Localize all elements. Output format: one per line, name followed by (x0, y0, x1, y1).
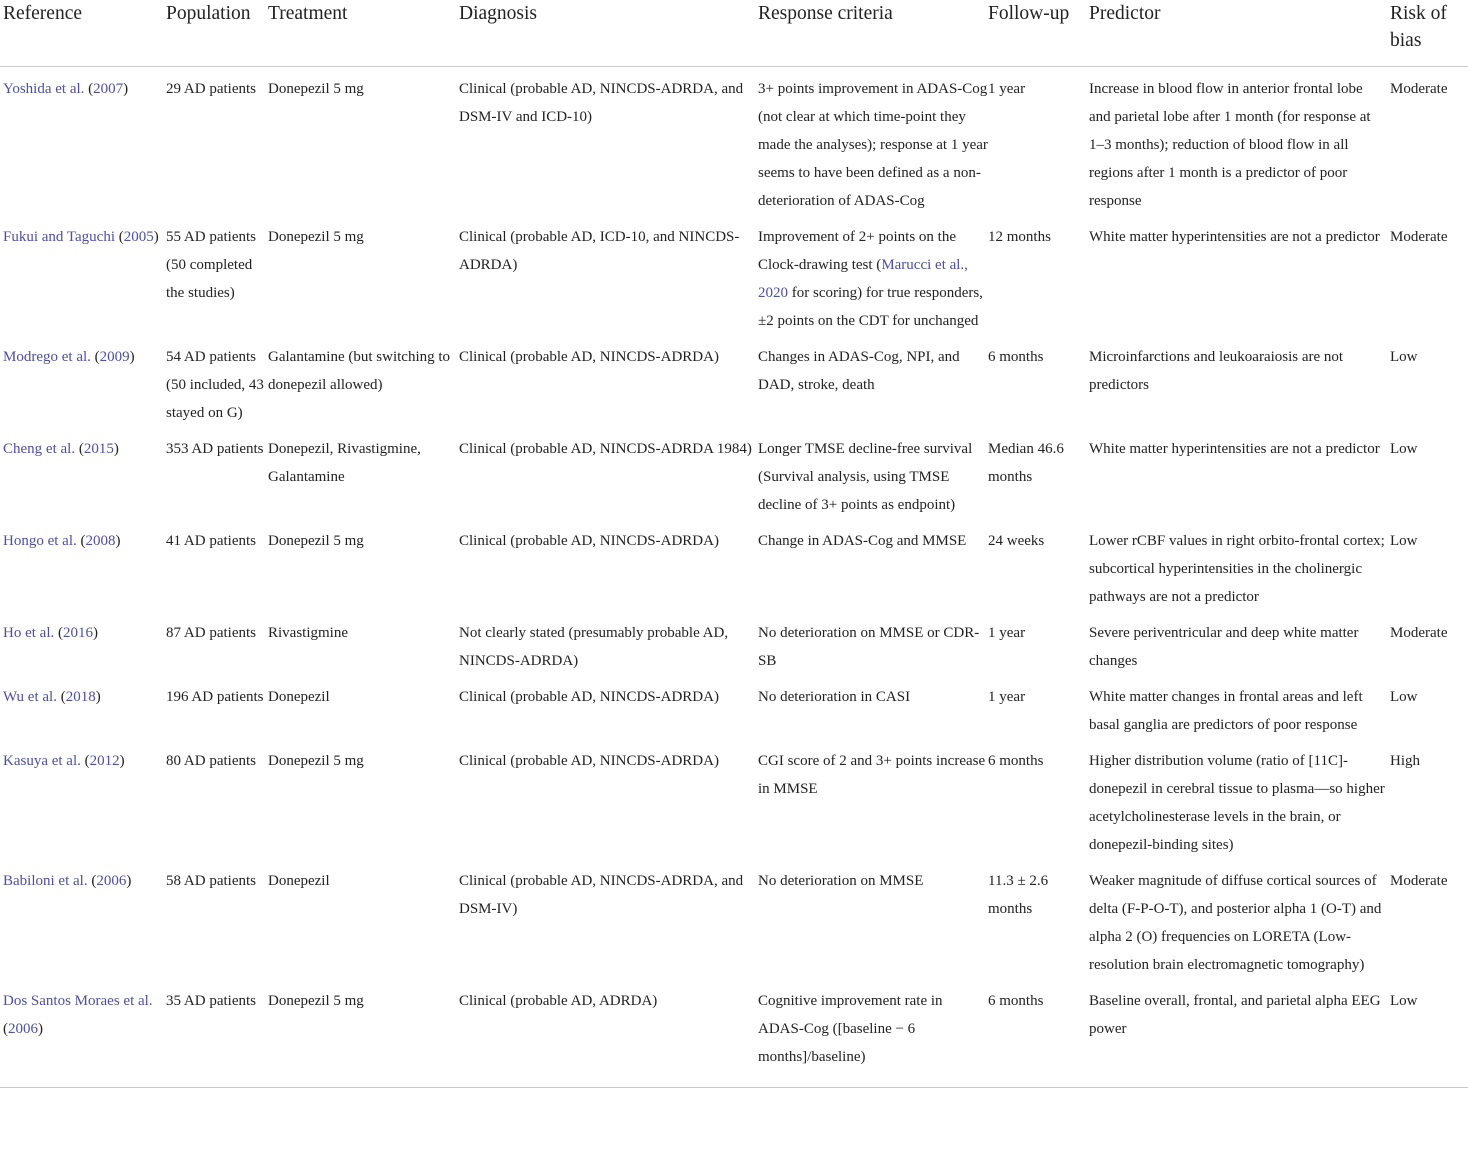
reference-year-link[interactable]: 2009 (99, 349, 130, 365)
cell-diagnosis: Clinical (probable AD, NINCDS-ADRDA, and DSM-IV and ICD-10) (459, 81, 744, 125)
reference-link[interactable]: Babiloni et al. (3, 873, 88, 889)
reference-year-link[interactable]: 2005 (123, 229, 154, 245)
cell-reference: Kasuya et al. (2012) (3, 753, 125, 769)
citation-link[interactable]: Marucci et al., 2020 (758, 257, 968, 301)
cell-follow-up: 1 year (988, 81, 1026, 97)
reference-link[interactable]: Wu et al. (3, 689, 57, 705)
cell-follow-up: 24 weeks (988, 533, 1045, 549)
cell-reference: Ho et al. (2016) (3, 625, 98, 641)
cell-predictor: White matter hyperintensities are not a predictor (1089, 229, 1380, 245)
header-reference: Reference (0, 0, 166, 67)
cell-response-criteria: CGI score of 2 and 3+ points increase in MMSE (758, 753, 986, 797)
reference-year-link[interactable]: 2015 (83, 441, 114, 457)
cell-reference: Babiloni et al. (2006) (3, 873, 132, 889)
table-row (0, 859, 1468, 979)
cell-risk-of-bias: Low (1388, 979, 1468, 1088)
cell-treatment: Donepezil 5 mg (268, 979, 459, 1088)
header-diagnosis: Diagnosis (459, 0, 758, 67)
reference-link[interactable]: Hongo et al. (3, 533, 77, 549)
cell-diagnosis: Clinical (probable AD, ADRDA) (459, 979, 758, 1088)
cell-population: 196 AD patients (166, 689, 264, 705)
header-response-criteria: Response criteria (758, 0, 988, 67)
table-row (0, 979, 1468, 1088)
reference-year-link[interactable]: 2018 (65, 689, 96, 705)
cell-treatment: Donepezil 5 mg (268, 533, 364, 549)
cell-treatment: Rivastigmine (268, 625, 348, 641)
cell-population: 55 AD patients (50 completed the studies) (166, 229, 256, 301)
cell-population: 35 AD patients (166, 979, 268, 1088)
cell-follow-up: Median 46.6 months (988, 441, 1064, 485)
table-row (0, 427, 1468, 519)
reference-year-link[interactable]: 2008 (85, 533, 116, 549)
header-predictor: Predictor (1089, 0, 1388, 67)
cell-diagnosis: Clinical (probable AD, NINCDS-ADRDA, and DSM-IV) (459, 873, 744, 917)
cell-reference: Dos Santos Moraes et al. (2006) (0, 979, 166, 1088)
cell-response-criteria: Change in ADAS-Cog and MMSE (758, 533, 967, 549)
header-risk-of-bias: Risk of bias (1388, 0, 1468, 67)
cell-population: 80 AD patients (166, 753, 256, 769)
cell-response-criteria: 3+ points improvement in ADAS-Cog (not clear at which time-point they made the analyses); response at 1 year seems to have been defined as a non-deterioration of ADAS-Cog (758, 81, 988, 209)
reference-link[interactable]: Cheng et al. (3, 441, 76, 457)
reference-year-link[interactable]: 2007 (93, 81, 124, 97)
cell-response-criteria: Changes in ADAS-Cog, NPI, and DAD, stroke, death (758, 349, 960, 393)
cell-risk-of-bias: Low (1390, 689, 1418, 705)
cell-risk-of-bias: Moderate (1390, 625, 1448, 641)
cell-population: 353 AD patients (166, 441, 264, 457)
cell-treatment: Galantamine (but switching to donepezil allowed) (268, 349, 451, 393)
cell-diagnosis: Not clearly stated (presumably probable AD, NINCDS-ADRDA) (459, 625, 729, 669)
cell-follow-up: 6 months (988, 979, 1089, 1088)
cell-treatment: Donepezil 5 mg (268, 753, 364, 769)
cell-risk-of-bias: Moderate (1390, 873, 1448, 889)
cell-follow-up: 11.3 ± 2.6 months (988, 873, 1049, 917)
cell-predictor: Severe periventricular and deep white matter changes (1089, 625, 1359, 669)
cell-predictor: White matter hyperintensities are not a predictor (1089, 441, 1380, 457)
cell-diagnosis: Clinical (probable AD, NINCDS-ADRDA) (459, 753, 719, 769)
table-row (0, 675, 1468, 739)
cell-follow-up: 6 months (988, 753, 1044, 769)
cell-predictor: Increase in blood flow in anterior frontal lobe and parietal lobe after 1 month (for response at 1–3 months); reduction of blood flow in all regions after 1 month is a predictor of poor response (1089, 81, 1371, 209)
cell-response-criteria: Longer TMSE decline-free survival (Survival analysis, using TMSE decline of 3+ points as endpoint) (758, 441, 973, 513)
table-row (0, 335, 1468, 427)
cell-population: 54 AD patients (50 included, 43 stayed on G) (166, 349, 264, 421)
cell-reference: Hongo et al. (2008) (3, 533, 121, 549)
cell-population: 87 AD patients (166, 625, 256, 641)
cell-treatment: Donepezil 5 mg (268, 81, 364, 97)
header-population: Population (166, 0, 268, 67)
table-row (0, 67, 1468, 216)
header-treatment: Treatment (268, 0, 459, 67)
cell-follow-up: 6 months (988, 349, 1044, 365)
cell-reference: Modrego et al. (2009) (3, 349, 135, 365)
cell-response-criteria (758, 215, 988, 335)
cell-treatment: Donepezil (268, 689, 330, 705)
cell-diagnosis: Clinical (probable AD, NINCDS-ADRDA) (459, 533, 719, 549)
cell-diagnosis: Clinical (probable AD, NINCDS-ADRDA 1984) (459, 441, 752, 457)
table-row (0, 611, 1468, 675)
cell-risk-of-bias: Low (1390, 441, 1418, 457)
response-text: Improvement of 2+ points on the Clock-drawing test ( (758, 229, 957, 273)
cell-diagnosis: Clinical (probable AD, ICD-10, and NINCDS-ADRDA) (459, 229, 740, 273)
cell-reference: Yoshida et al. (2007) (3, 81, 129, 97)
table-row (0, 215, 1468, 335)
table-row (0, 519, 1468, 611)
reference-link[interactable]: Yoshida et al. (3, 81, 85, 97)
response-text: for scoring) for true responders, ±2 points on the CDT for unchanged (758, 285, 983, 329)
cell-follow-up: 1 year (988, 689, 1026, 705)
cell-response-criteria: No deterioration on MMSE or CDR-SB (758, 625, 980, 669)
reference-link[interactable]: Kasuya et al. (3, 753, 81, 769)
cell-follow-up: 1 year (988, 625, 1026, 641)
cell-diagnosis: Clinical (probable AD, NINCDS-ADRDA) (459, 349, 719, 365)
cell-risk-of-bias: Moderate (1390, 229, 1448, 245)
cell-risk-of-bias: Low (1390, 533, 1418, 549)
cell-predictor: White matter changes in frontal areas and left basal ganglia are predictors of poor response (1089, 689, 1363, 733)
reference-link[interactable]: Dos Santos Moraes et al. (3, 993, 153, 1009)
cell-response-criteria: No deterioration in CASI (758, 689, 911, 705)
header-row (0, 0, 1468, 67)
reference-year-link[interactable]: 2006 (8, 1021, 38, 1037)
reference-link[interactable]: Fukui and Taguchi (3, 229, 115, 245)
cell-population: 41 AD patients (166, 533, 256, 549)
reference-link[interactable]: Modrego et al. (3, 349, 91, 365)
cell-risk-of-bias: Moderate (1390, 81, 1448, 97)
header-follow-up: Follow-up (988, 0, 1089, 67)
cell-population: 29 AD patients (166, 81, 256, 97)
cell-treatment: Donepezil 5 mg (268, 229, 364, 245)
cell-predictor: Weaker magnitude of diffuse cortical sources of delta (F-P-O-T), and posterior alpha 1 (O-T) and alpha 2 (O) frequencies on LORETA (Low-resolution brain electromagnetic tomography) (1089, 873, 1382, 973)
cell-predictor: Lower rCBF values in right orbito-frontal cortex; subcortical hyperintensities in the cholinergic pathways are not a predictor (1089, 533, 1385, 605)
cell-response-criteria: Cognitive improvement rate in ADAS-Cog ([baseline − 6 months]/baseline) (758, 979, 988, 1088)
cell-follow-up: 12 months (988, 229, 1051, 245)
reference-link[interactable]: Ho et al. (3, 625, 55, 641)
cell-risk-of-bias: High (1390, 753, 1420, 769)
cell-reference: Fukui and Taguchi (2005) (3, 229, 159, 245)
cell-risk-of-bias: Low (1390, 349, 1418, 365)
cell-diagnosis: Clinical (probable AD, NINCDS-ADRDA) (459, 689, 719, 705)
reference-year-link[interactable]: 2006 (96, 873, 127, 889)
cell-predictor: Higher distribution volume (ratio of [11C]-donepezil in cerebral tissue to plasma—so higher acetylcholinesterase levels in the brain, or donepezil-binding sites) (1089, 753, 1385, 853)
cell-response-criteria: No deterioration on MMSE (758, 873, 924, 889)
cell-reference: Wu et al. (2018) (3, 689, 101, 705)
cell-treatment: Donepezil (268, 873, 330, 889)
cell-population: 58 AD patients (166, 873, 256, 889)
reference-year-link[interactable]: 2016 (62, 625, 93, 641)
reference-year-link[interactable]: 2012 (89, 753, 120, 769)
cell-predictor: Microinfarctions and leukoaraiosis are not predictors (1089, 349, 1344, 393)
table-row (0, 739, 1468, 859)
cell-reference: Cheng et al. (2015) (3, 441, 119, 457)
cell-predictor: Baseline overall, frontal, and parietal alpha EEG power (1089, 979, 1388, 1088)
cell-treatment: Donepezil, Rivastigmine, Galantamine (268, 441, 421, 485)
